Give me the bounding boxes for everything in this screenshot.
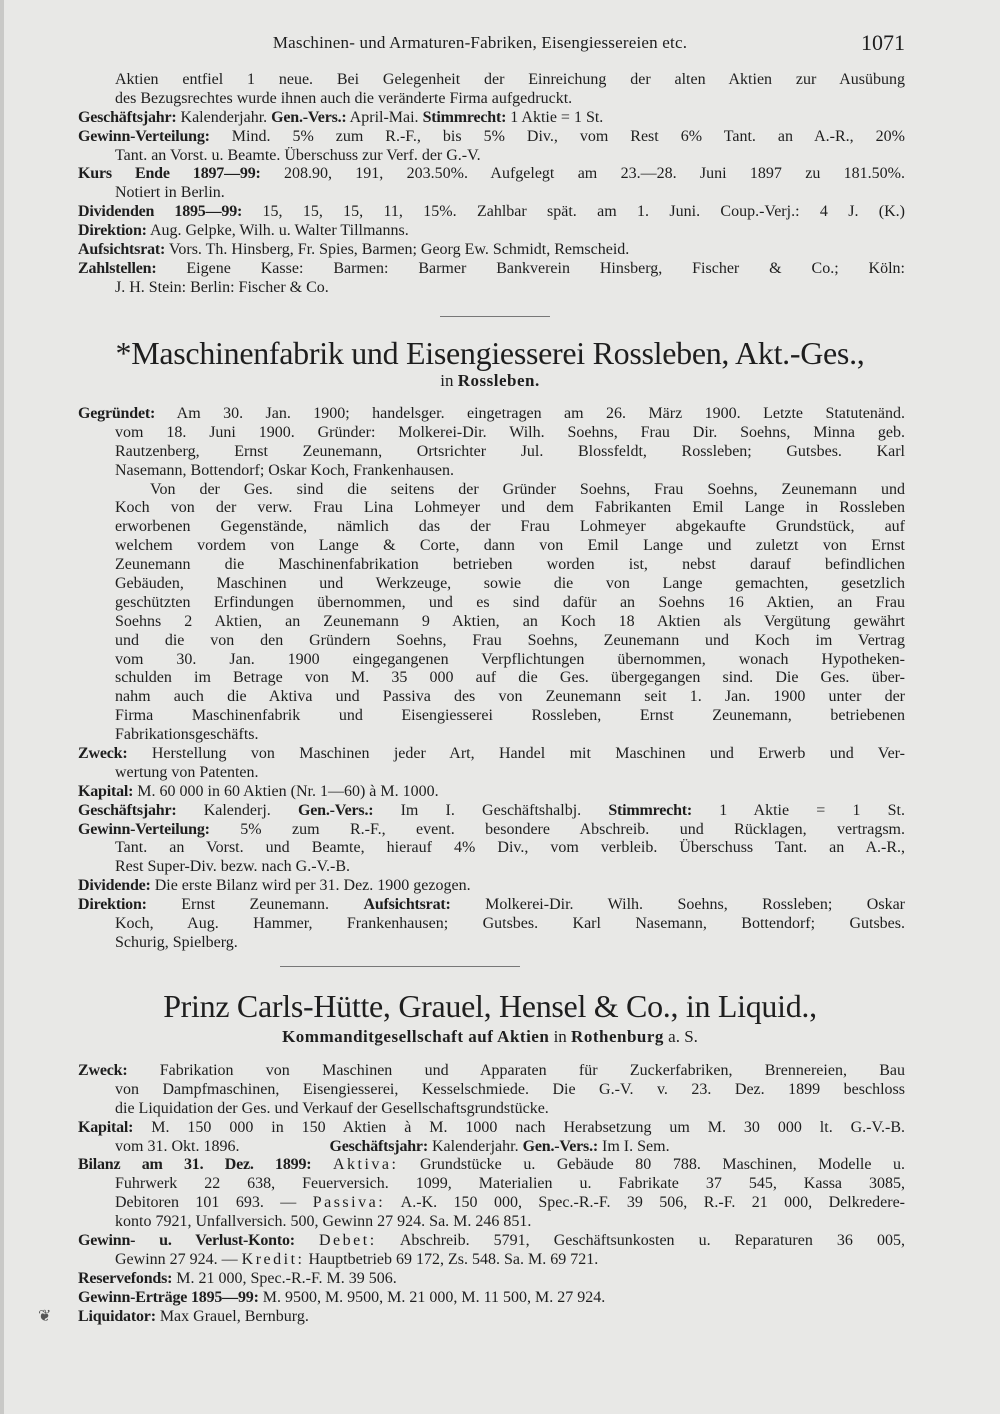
text-run: Debitoren 101 693. — (115, 1194, 313, 1212)
text-run: Fabrikationsgeschäfts. (115, 726, 259, 744)
text-run: Aktien entfiel 1 neue. Bei Gelegenheit der Einreichung der alten Aktien zur Ausübung (115, 71, 905, 88)
field-label: Rossleben. (457, 371, 540, 390)
text-line (78, 1232, 905, 1251)
text-run: Im I. Geschäftshalbj. (373, 801, 609, 819)
field-label: Kurs Ende 1897—99: (78, 165, 261, 183)
text-line (78, 802, 905, 821)
field-label: Reservefonds: (78, 1269, 173, 1287)
text-line (115, 499, 905, 518)
text-run: Fabrikation von Maschinen und Apparaten für Zuckerfabriken, Brennereien, Bau (127, 1062, 905, 1079)
text-run: erworbenen Gegenstände, nämlich das der Frau Lohmeyer abgekaufte Grundstück, auf (115, 518, 905, 536)
text-run: April-Mai. (346, 108, 423, 126)
text-run: Firma Maschinenfabrik und Eisengiesserei Rossleben, Ernst Zeunemann, betriebenen (115, 707, 905, 725)
entry-continuation (78, 71, 905, 298)
text-run: Tant. an Vorst. u. Beamte. Überschuss zur Verf. der G.-V. (115, 146, 481, 164)
text-run (295, 1232, 319, 1249)
text-run: in (549, 1027, 572, 1046)
text-line (78, 745, 905, 764)
field-label: Zweck: (78, 1062, 128, 1079)
entry-subtitle-rossleben (60, 371, 920, 391)
field-label: Aufsichtsrat: (78, 241, 166, 259)
field-label: Gewinn-Verteilung: (78, 127, 210, 145)
field-label: Aktiva: (332, 1156, 399, 1174)
text-run: M. 60 000 in 60 Aktien (Nr. 1—60) à M. 1000. (133, 782, 439, 800)
entry-body-prinz-carls-huette (78, 1062, 905, 1326)
text-run: Soehns 2 Aktien, an Zeunemann 9 Aktien, an Koch 18 Aktien als Vergütung gewährt (115, 612, 905, 630)
text-line (115, 1100, 905, 1119)
text-line (115, 443, 905, 462)
text-run: und die von den Gründern Soehns, Frau Soehns, Zeunemann und Koch im Vertrag (115, 631, 905, 649)
field-label: Liquidator: (78, 1307, 156, 1325)
text-line (78, 1270, 905, 1289)
text-line (115, 424, 905, 443)
text-run: Grundstücke u. Gebäude 80 788. Maschinen, Modelle u. (398, 1156, 906, 1174)
text-line (115, 632, 905, 651)
scan-edge (0, 0, 4, 1414)
text-run: vom 30. Jan. 1900 eingegangenen Verpflichtungen übernommen, wonach Hypotheken- (115, 650, 905, 668)
text-run: Kalenderjahr. (176, 108, 272, 126)
text-run: 1 Aktie = 1 St. (692, 801, 905, 819)
text-run: Schurig, Spielberg. (115, 933, 238, 951)
field-label: Kredit: (241, 1250, 305, 1268)
field-label: Gen.-Vers.: (297, 801, 374, 819)
field-label: Geschäftsjahr: (329, 1137, 428, 1155)
text-run: A.-K. 150 000, Spec.-R.-F. 39 506, R.-F. 21 000, Delkredere- (385, 1194, 906, 1212)
text-line (78, 783, 905, 802)
text-run: Koch von der verw. Frau Lina Lohmeyer und dem Fabrikanten Emil Lange in Rossleben (115, 499, 905, 517)
text-line (78, 1119, 905, 1138)
text-line (115, 613, 905, 632)
text-run: welchem vordem von Lange & Corte, dann von Emil Lange und zuletzt von Ernst (115, 537, 905, 555)
field-label: Stimmrecht: (608, 801, 693, 819)
text-run: Molkerei-Dir. Wilh. Soehns, Rossleben; Oskar (450, 896, 906, 914)
text-run: 15, 15, 15, 11, 15%. Zahlbar spät. am 1. Juni. Coup.-Verj.: 4 J. (K.) (242, 203, 905, 221)
field-label: Direktion: (78, 896, 147, 914)
field-label: Gewinn-Verteilung: (78, 820, 210, 838)
text-line (78, 222, 905, 241)
text-run: Am 30. Jan. 1900; handelsger. eingetragen am 26. März 1900. Letzte Statutenänd. (155, 405, 905, 422)
text-run: Notiert in Berlin. (115, 184, 225, 202)
text-line (115, 915, 905, 934)
text-run: in (440, 371, 458, 390)
text-line (78, 203, 905, 222)
text-line (78, 821, 905, 840)
running-header: Maschinen- und Armaturen-Fabriken, Eisengiessereien etc. (272, 33, 688, 52)
text-run: Rautzenberg, Ernst Zeunemann, Ortsrichter Jul. Blossfeldt, Rossleben; Gutsbes. Karl (115, 442, 905, 460)
text-line (115, 1138, 905, 1157)
text-line (115, 934, 905, 953)
text-run: Gebäuden, Maschinen und Werkzeuge, sowie die von Lange gemachten, gesetzlich (115, 575, 905, 593)
text-run: Koch, Aug. Hammer, Frankenhausen; Gutsbes. Karl Nasemann, Bottendorf; Gutsbes. (115, 915, 905, 933)
text-line (115, 537, 905, 556)
text-run: vom 18. Juni 1900. Gründer: Molkerei-Dir. Wilh. Soehns, Frau Dir. Soehns, Minna geb. (115, 423, 905, 441)
entry-body-rossleben (78, 405, 905, 953)
text-line (115, 184, 905, 203)
text-run (311, 1156, 333, 1173)
text-line (115, 90, 905, 109)
text-run: Nasemann, Bottendorf; Oskar Koch, Frankenhausen. (115, 461, 455, 479)
field-label: Kapital: (78, 1118, 134, 1136)
text-line (115, 669, 905, 688)
text-line (78, 241, 905, 260)
text-run: wertung von Patenten. (115, 763, 259, 781)
text-run: geschützten Erfindungen übernommen, und es sind dafür an Soehns 16 Aktien, an Frau (115, 593, 905, 611)
text-line (78, 1062, 905, 1081)
field-label: Stimmrecht: (422, 108, 507, 126)
text-run: Im I. Sem. (598, 1137, 670, 1155)
text-run: 208.90, 191, 203.50%. Aufgelegt am 23.—28. Juni 1897 zu 181.50%. (260, 165, 905, 183)
text-run: Mind. 5% zum R.-F., bis 5% Div., vom Rest 6% Tant. an A.-R., 20% (209, 127, 905, 145)
text-line (115, 764, 905, 783)
text-line (78, 260, 905, 279)
text-line (115, 707, 905, 726)
text-line (115, 1081, 905, 1100)
text-line (115, 279, 905, 298)
field-label: Direktion: (78, 222, 147, 240)
text-line (78, 1308, 905, 1327)
text-run: Gewinn 27 924. — (115, 1250, 242, 1268)
text-run: Tant. an Vorst. und Beamte, hierauf 4% Div., vom verbleib. Überschuss Tant. an A.-R., (115, 839, 905, 857)
text-line (115, 651, 905, 670)
text-line (115, 1175, 905, 1194)
text-run: M. 21 000, Spec.-R.-F. M. 39 506. (172, 1269, 397, 1287)
text-line (115, 1213, 905, 1232)
text-line (78, 1289, 905, 1308)
text-line (115, 688, 905, 707)
text-line (115, 575, 905, 594)
margin-mark-icon: ❦ (38, 1308, 52, 1325)
text-run: schulden im Betrage von M. 35 000 auf die Ges. übergegangen sind. Die Ges. über- (115, 669, 905, 687)
text-line (115, 147, 905, 166)
field-label: Gegründet: (78, 405, 156, 422)
field-label: Zweck: (78, 745, 128, 763)
text-run: des Bezugsrechtes wurde ihnen auch die veränderte Firma aufgedruckt. (115, 89, 573, 107)
text-run: 1 Aktie = 1 St. (506, 108, 604, 126)
text-line (150, 481, 905, 500)
text-run: Kalenderj. (176, 801, 298, 819)
text-run: vom 31. Okt. 1896. (115, 1137, 240, 1155)
text-line (78, 109, 905, 128)
text-line (115, 726, 905, 745)
text-run: J. H. Stein: Berlin: Fischer & Co. (115, 278, 329, 296)
text-run: konto 7921, Unfallversich. 500, Gewinn 27 924. Sa. M. 246 851. (115, 1213, 532, 1231)
field-label: Aufsichtsrat: (363, 896, 451, 914)
text-run: Die erste Bilanz wird per 31. Dez. 1900 gezogen. (150, 877, 471, 895)
text-line (115, 1251, 905, 1270)
text-run: Rest Super-Div. bezw. nach G.-V.-B. (115, 858, 351, 876)
field-label: Geschäftsjahr: (78, 108, 177, 126)
text-line (115, 556, 905, 575)
text-run: Ernst Zeunemann. (146, 896, 364, 914)
field-label: Kapital: (78, 782, 134, 800)
field-label: Bilanz am 31. Dez. 1899: (78, 1156, 312, 1174)
text-run: nahm auch die Aktiva und Passiva des von Zeunemann seit 1. Jan. 1900 unter der (115, 688, 905, 706)
field-label: Dividenden 1895—99: (78, 203, 243, 221)
entry-subtitle-prinz-carls-huette (60, 1027, 920, 1047)
text-run: M. 9500, M. 9500, M. 21 000, M. 11 500, M. 27 924. (258, 1288, 606, 1306)
field-label: Gen.-Vers.: (522, 1137, 599, 1155)
text-line (115, 839, 905, 858)
text-line (78, 405, 905, 424)
text-run: Fuhrwerk 22 638, Feuerversich. 1099, Materialien u. Fabrikate 37 545, Kassa 3085, (115, 1175, 905, 1193)
text-run: Herstellung von Maschinen jeder Art, Handel mit Maschinen und Erwerb und Ver- (127, 745, 905, 763)
text-line (78, 128, 905, 147)
field-label: Passiva: (312, 1194, 386, 1212)
text-run: a. S. (663, 1027, 698, 1046)
field-label: Gewinn-Erträge 1895—99: (78, 1288, 259, 1306)
text-run: Von der Ges. sind die seitens der Gründer Soehns, Frau Soehns, Zeunemann und (150, 480, 905, 498)
text-run: Vors. Th. Hinsberg, Fr. Spies, Barmen; Georg Ew. Schmidt, Remscheid. (165, 241, 630, 259)
text-run: Hauptbetrieb 69 172, Zs. 548. Sa. M. 69 721. (304, 1250, 599, 1268)
text-line (115, 1194, 905, 1213)
text-run: M. 150 000 in 150 Aktien à M. 1000 nach Herabsetzung um M. 30 000 lt. G.-V.-B. (133, 1118, 905, 1136)
divider (440, 316, 550, 317)
text-run: Abschreib. 5791, Geschäftsunkosten u. Reparaturen 36 005, (376, 1232, 905, 1250)
field-label: Zahlstellen: (78, 259, 157, 277)
text-line (115, 594, 905, 613)
text-run: die Liquidation der Ges. und Verkauf der Gesellschaftsgrundstücke. (115, 1099, 549, 1117)
text-run: Zeunemann die Maschinenfabrikation betrieben worden ist, nebst darauf befindlichen (115, 556, 905, 574)
text-run: 5% zum R.-F., event. besondere Abschreib. und Rücklagen, vertragsm. (209, 820, 905, 838)
entry-title-rossleben: *Maschinenfabrik und Eisengiesserei Rossleben, Akt.-Ges., (115, 335, 865, 371)
field-label: Gewinn- u. Verlust-Konto: (78, 1232, 295, 1250)
text-run: Eigene Kasse: Barmen: Barmer Bankverein Hinsberg, Fischer & Co.; Köln: (156, 259, 905, 277)
entry-title-prinz-carls-huette: Prinz Carls-Hütte, Grauel, Hensel & Co., in Liquid., (163, 988, 817, 1024)
text-line (115, 71, 905, 90)
text-line (115, 858, 905, 877)
text-line (78, 877, 905, 896)
field-label: Kommanditgesellschaft auf Aktien (282, 1027, 550, 1046)
text-line (78, 896, 905, 915)
field-label: Dividende: (78, 877, 151, 895)
field-label: Debet: (318, 1232, 377, 1250)
text-line (78, 165, 905, 184)
text-line (115, 462, 905, 481)
text-line (78, 1156, 905, 1175)
page-number: 1071 (861, 30, 905, 55)
field-label: Geschäftsjahr: (78, 801, 177, 819)
text-run: Aug. Gelpke, Wilh. u. Walter Tillmanns. (146, 222, 409, 240)
text-run: von Dampfmaschinen, Eisengiesserei, Kesselschmiede. Die G.-V. v. 23. Dez. 1899 beschloss (115, 1080, 905, 1098)
text-run: Max Grauel, Bernburg. (155, 1307, 309, 1325)
field-label: Gen.-Vers.: (271, 108, 347, 126)
field-label: Rothenburg (571, 1027, 664, 1046)
text-run: Kalenderjahr. (427, 1137, 523, 1155)
text-line (115, 518, 905, 537)
divider (280, 966, 520, 967)
